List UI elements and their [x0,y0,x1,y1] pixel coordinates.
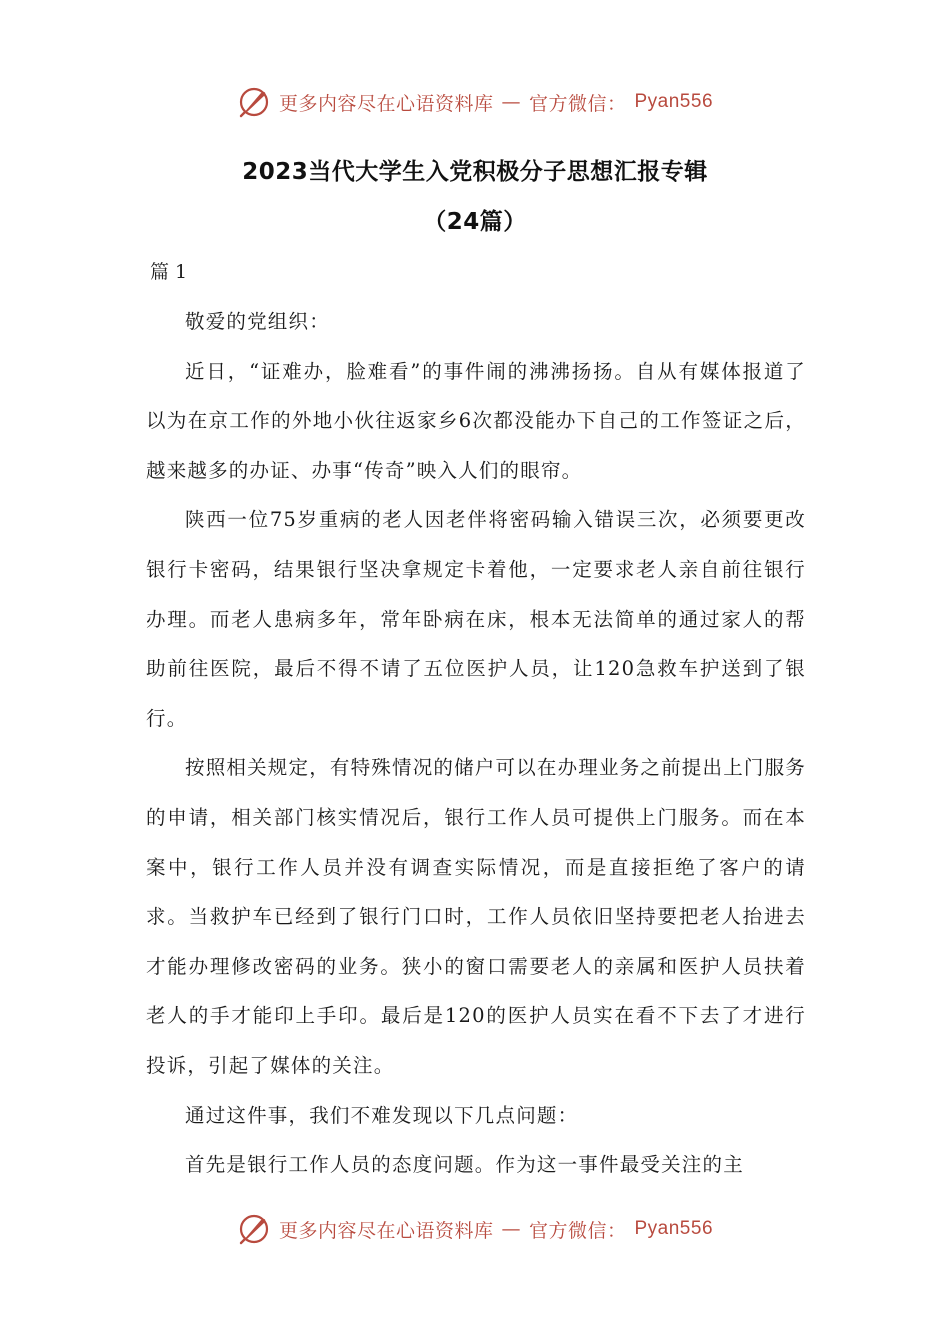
watermark-text: 更多内容尽在心语资料库 [278,1219,494,1242]
paragraph: 通过这件事，我们不难发现以下几点问题： [185,1103,579,1127]
watermark-handle: Pyan556 [634,1218,714,1239]
watermark-separator: — [501,1218,521,1240]
paragraph: 陕西一位75岁重病的老人因老伴将密码输入错误三次，必须要更改银行卡密码，结果银行坚决拿规定卡着他，一定要求老人亲自前往银行办理。而老人患病多年，常年卧病在床，根本无法简单的通过家人的帮助前往医院，最后不得不请了五位医护人员，让120急救车护送到了银行。 [146,508,806,730]
document-title: 2023当代大学生入党积极分子思想汇报专辑 [242,159,708,185]
watermark-handle: Pyan556 [634,91,714,112]
watermark-label: 官方微信： [528,92,627,115]
paragraph: 按照相关规定，有特殊情况的储户可以在办理业务之前提出上门服务的申请，相关部门核实情况后，银行工作人员可提供上门服务。而在本案中，银行工作人员并没有调查实际情况，而是直接拒绝了客户的请求。当救护车已经到了银行门口时，工作人员依旧坚持要把老人抬进去才能办理修改密码的业务。狭小的窗口需要老人的亲属和医护人员扶着老人的手才能印上手印。最后是120的医护人员实在看不下去了才进行投诉，引起了媒体的关注。 [146,756,807,1077]
watermark-footer [0,1212,950,1246]
quill-pen-icon [237,85,271,119]
document-subtitle: （24篇） [423,209,527,235]
document-body [146,297,806,1190]
watermark-text: 更多内容尽在心语资料库 [278,92,494,115]
watermark-header [0,85,950,119]
paragraph: 首先是银行工作人员的态度问题。作为这一事件最受关注的主 [185,1153,744,1177]
watermark-separator: — [501,91,521,113]
watermark-label: 官方微信： [528,1219,627,1242]
paragraph-salutation: 敬爱的党组织： [185,310,330,333]
quill-pen-icon [237,1212,271,1246]
paragraph: 近日，“证难办，脸难看”的事件闹的沸沸扬扬。自从有媒体报道了以为在京工作的外地小伙往返家乡6次都没能办下自己的工作签证之后，越来越多的办证、办事“传奇”映入人们的眼帘。 [146,359,806,482]
chapter-label: 篇 1 [150,261,188,283]
